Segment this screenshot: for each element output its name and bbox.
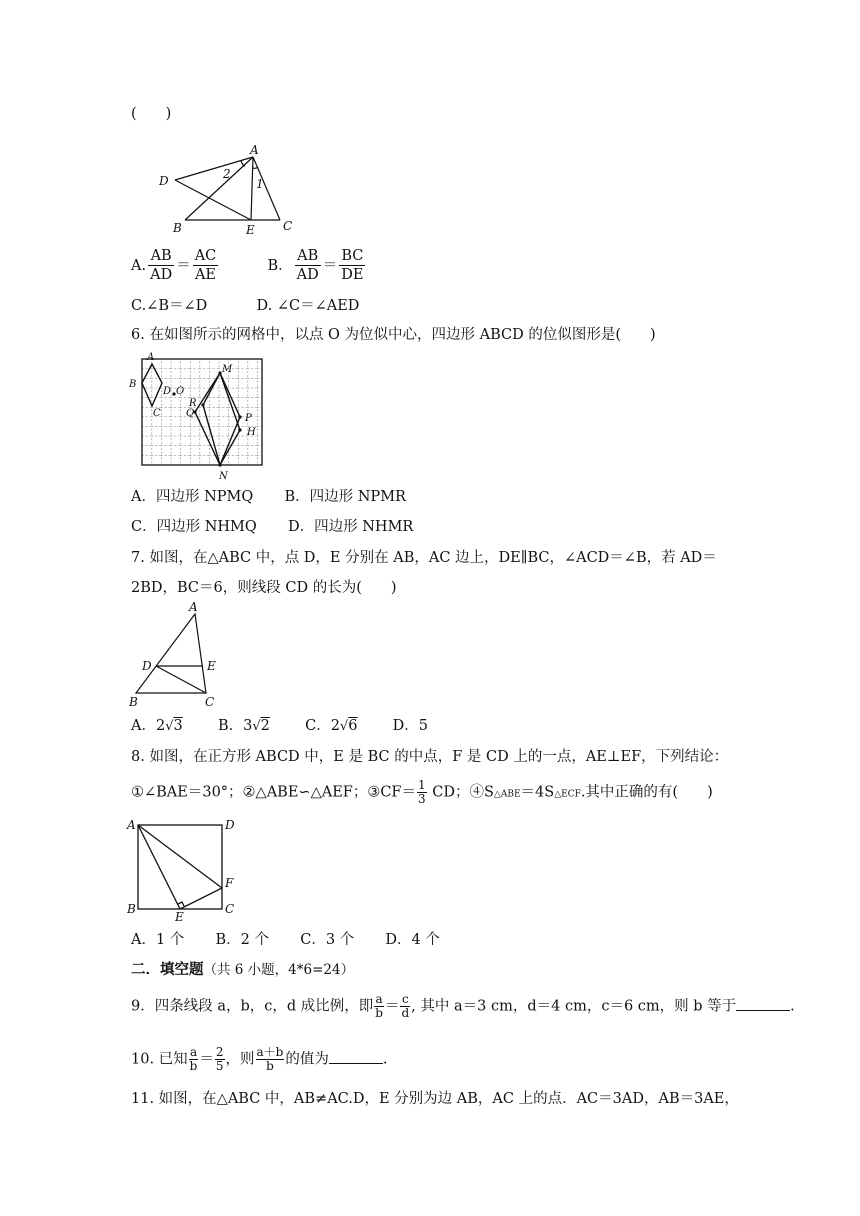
- q9-stem: 9．四条线段 a，b，c，d 成比例，即 $\frac{a}{b}$ ＝ $\frac{c}{d}$ , 其中 a＝3 cm，d＝4 cm，c＝6 cm，则 b 等于 .: [131, 992, 795, 1020]
- q5-label-c: C: [283, 219, 293, 233]
- q5-options-cd: [131, 296, 359, 316]
- q8-opt-c[interactable]: C．3 个: [300, 932, 355, 948]
- q9-answer-blank[interactable]: [736, 996, 790, 1011]
- q7-opt-c[interactable]: C．2√6: [305, 718, 358, 734]
- q8-label-e: E: [175, 910, 184, 923]
- q5-figure: [155, 140, 305, 235]
- q6-label-h: H: [247, 427, 256, 438]
- q6-label-n: N: [219, 471, 228, 482]
- q10-stem: 10. 已知 $\frac{a}{b}$ ＝ $\frac{2}{5}$ ，则 $\frac{a+b}{b}$ 的值为 .: [131, 1045, 388, 1073]
- q8-opt-a[interactable]: A．1 个: [131, 932, 185, 948]
- section-title: 二．填空题（共 6 小题，4*6=24）: [131, 961, 355, 978]
- q7-figure: [125, 600, 230, 710]
- q7-opt-b[interactable]: B．3√2: [217, 718, 270, 734]
- q6-label-m: M: [222, 364, 233, 375]
- q6-label-b: B: [129, 379, 137, 390]
- q5-label-e: E: [246, 223, 255, 235]
- q5-label-b: B: [173, 221, 182, 235]
- q7-stem-line2: 2BD，BC＝6，则线段 CD 的长为( ): [131, 580, 397, 596]
- q6-opt-b[interactable]: B．四边形 NPMR: [284, 489, 406, 505]
- q11-stem-line1: 11. 如图，在△ABC 中，AB≠AC.D，E 分别为边 AB，AC 上的点．AC＝3AD，AB＝3AE，: [131, 1091, 739, 1107]
- q8-label-b: B: [127, 902, 136, 916]
- q6-stem: 6. 在如图所示的网格中，以点 O 为位似中心，四边形 ABCD 的位似图形是( ): [131, 327, 656, 343]
- q6-label-a: A: [147, 352, 155, 363]
- q7-label-e: E: [207, 659, 216, 673]
- q7-label-d: D: [142, 659, 152, 673]
- q6-figure: [126, 350, 266, 482]
- q8-figure: [124, 815, 239, 923]
- q6-label-p: P: [245, 413, 252, 424]
- q6-opt-a[interactable]: A．四边形 NPMQ: [131, 489, 254, 505]
- q7-opt-a[interactable]: A．2√3: [131, 718, 183, 734]
- q6-label-o: O: [176, 386, 185, 397]
- q6-label-r: R: [189, 398, 197, 409]
- q8-opt-d[interactable]: D．4 个: [385, 932, 440, 948]
- q7-label-a: A: [189, 600, 198, 614]
- q5-opt-d[interactable]: D. ∠C＝∠AED: [256, 298, 360, 314]
- q5-opt-c[interactable]: C.∠B＝∠D: [131, 298, 208, 314]
- q8-label-f: F: [225, 876, 234, 890]
- q8-stem-line1: 8. 如图，在正方形 ABCD 中，E 是 BC 的中点，F 是 CD 上的一点，AE⊥EF，下列结论：: [131, 749, 729, 765]
- q5-angle-2: 2: [223, 167, 231, 181]
- q7-label-c: C: [205, 695, 215, 709]
- q8-opt-b[interactable]: B．2 个: [215, 932, 270, 948]
- q7-stem-line1: 7. 如图，在△ABC 中，点 D，E 分别在 AB，AC 边上，DE∥BC，∠ACD＝∠B，若 AD＝: [131, 550, 717, 566]
- q6-options-ab: [131, 487, 406, 507]
- q5-label-d: D: [159, 174, 169, 188]
- q7-opt-d[interactable]: D．5: [392, 718, 429, 734]
- q7-options: [131, 716, 428, 737]
- q6-options-cd: [131, 517, 413, 537]
- q6-label-q: Q: [186, 408, 195, 419]
- q6-opt-c[interactable]: C．四边形 NHMQ: [131, 519, 257, 535]
- q8-stem-line2: ①∠BAE＝30°；②△ABE∽△AEF；③CF＝ $\frac{1}{3}$ CD；④S△ABE＝4S△ECF.其中正确的有( ): [131, 778, 713, 806]
- q8-label-c: C: [225, 902, 235, 916]
- q10-answer-blank[interactable]: [329, 1049, 383, 1064]
- q8-label-a: A: [127, 818, 136, 832]
- q8-options: [131, 930, 440, 950]
- q5-label-a: A: [250, 143, 259, 157]
- q5-angle-1: 1: [256, 177, 264, 191]
- q8-label-d: D: [225, 818, 235, 832]
- q7-label-b: B: [129, 695, 138, 709]
- q6-label-c: C: [153, 408, 161, 419]
- q5-opt-b[interactable]: B． $\frac{AB}{AD}$ ＝ $\frac{BC}{DE}$: [267, 248, 364, 283]
- q6-label-d: D: [163, 386, 172, 397]
- q5-options-ab: [131, 247, 367, 284]
- q5-stem-tail: ( ): [131, 106, 172, 122]
- q6-opt-d[interactable]: D．四边形 NHMR: [288, 519, 414, 535]
- q5-opt-a[interactable]: A. $\frac{AB}{AD}$ ＝ $\frac{AC}{AE}$: [131, 248, 217, 283]
